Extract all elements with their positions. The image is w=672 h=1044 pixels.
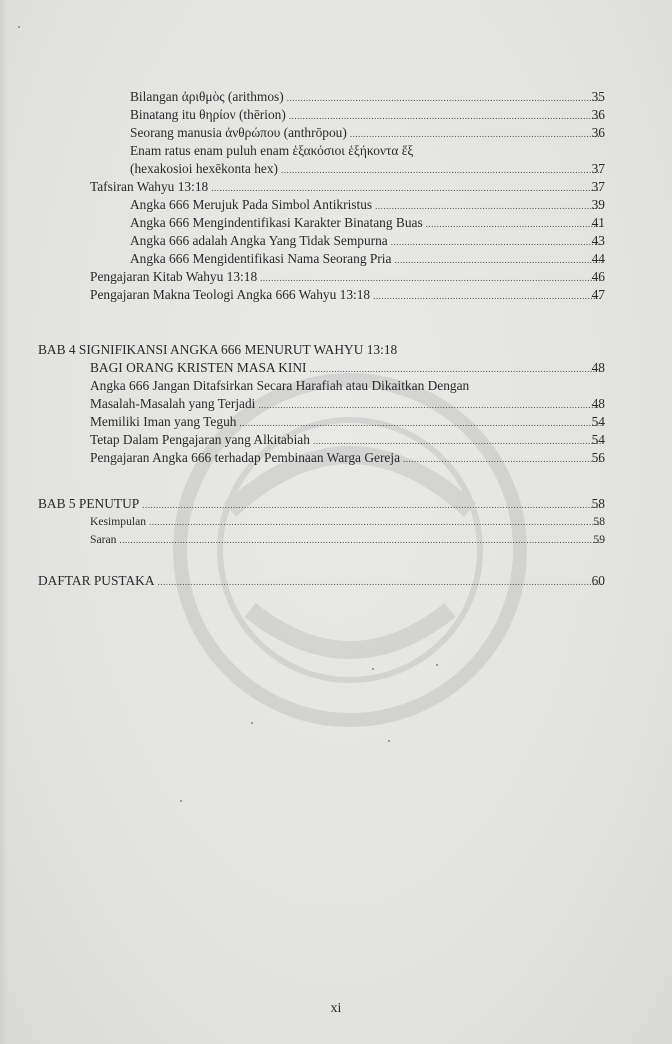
- toc-entry-title: Pengajaran Angka 666 terhadap Pembinaan Warga Gereja: [90, 450, 401, 465]
- toc-entry-title: Binatang itu θηρίον (thērion): [130, 107, 286, 122]
- toc-entry-page: 54: [591, 414, 605, 429]
- toc-entry-page: 59: [593, 533, 605, 546]
- toc-entry-page: 37: [591, 179, 605, 194]
- scan-edge-shadow: [0, 0, 8, 1044]
- toc-entry-page: 48: [591, 360, 605, 375]
- toc-entry-page: 58: [593, 515, 605, 528]
- toc-entry-title: Tetap Dalam Pengajaran yang Alkitabiah: [90, 432, 310, 447]
- toc-entry-page: 36: [591, 107, 605, 122]
- toc-leader-dots: [391, 234, 602, 250]
- toc-entry-title: Seorang manusia ἀνθρώπου (anthrōpou): [130, 125, 347, 140]
- toc-entry[interactable]: [90, 514, 605, 530]
- toc-leader-dots: [375, 198, 602, 214]
- toc-entry-title: Pengajaran Kitab Wahyu 13:18: [90, 269, 258, 284]
- toc-entry[interactable]: [90, 269, 605, 286]
- toc-entry[interactable]: [130, 251, 605, 268]
- toc-leader-dots: [142, 497, 602, 513]
- toc-entry-title: Tafsiran Wahyu 13:18: [90, 179, 209, 194]
- toc-entry[interactable]: [90, 287, 605, 304]
- toc-leader-dots: [281, 162, 602, 178]
- toc-entry-page: 46: [591, 269, 605, 284]
- toc-entry[interactable]: [90, 414, 605, 431]
- toc-leader-dots: [310, 361, 603, 377]
- toc-entry-title: Bilangan ἀριθμὸς (arithmos): [130, 89, 284, 104]
- toc-entry-page: 41: [591, 215, 605, 230]
- toc-entry-page: 43: [591, 233, 605, 248]
- toc-entry[interactable]: [130, 143, 605, 160]
- scan-speck: [251, 722, 253, 724]
- toc-entry[interactable]: [130, 125, 605, 142]
- scan-speck: [388, 740, 390, 742]
- toc-entry-page: 44: [591, 251, 605, 266]
- toc-leader-dots: [239, 415, 602, 431]
- toc-entry[interactable]: [90, 450, 605, 467]
- toc-leader-dots: [350, 126, 602, 142]
- toc-entry-page: 58: [591, 496, 605, 511]
- toc-leader-dots: [394, 252, 602, 268]
- toc-entry-title: Pengajaran Makna Teologi Angka 666 Wahyu 13:18: [90, 287, 371, 302]
- toc-entry[interactable]: [130, 233, 605, 250]
- toc-entry-page: 48: [591, 396, 605, 411]
- toc-entry[interactable]: [130, 161, 605, 178]
- toc-chapter-heading[interactable]: [38, 342, 605, 359]
- toc-entry[interactable]: [130, 89, 605, 106]
- toc-chapter-heading[interactable]: [38, 573, 605, 590]
- scan-speck: [372, 668, 374, 670]
- toc-entry-title: Angka 666 Mengidentifikasi Nama Seorang Pria: [130, 251, 392, 266]
- toc-leader-dots: [119, 532, 602, 548]
- toc-entry[interactable]: [90, 360, 605, 377]
- toc-leader-dots: [313, 433, 602, 449]
- toc-chapter-heading[interactable]: [38, 496, 605, 513]
- toc-leader-dots: [149, 514, 602, 530]
- toc-entry-page: 35: [591, 89, 605, 104]
- toc-leader-dots: [260, 270, 602, 286]
- toc-entry[interactable]: [130, 215, 605, 232]
- toc-entry-page: 60: [591, 573, 605, 588]
- toc-leader-dots: [158, 574, 602, 590]
- toc-entry-title: Angka 666 adalah Angka Yang Tidak Sempurna: [130, 233, 388, 248]
- toc-entry-title: Memiliki Iman yang Teguh: [90, 414, 237, 429]
- toc-entry-page: 54: [591, 432, 605, 447]
- toc-entry[interactable]: [90, 432, 605, 449]
- page-number: xi: [330, 1001, 342, 1016]
- toc-leader-dots: [373, 288, 602, 304]
- toc-entry-title: Enam ratus enam puluh enam ἑξακόσιοι ἑξήκοντα ἕξ: [130, 143, 414, 158]
- toc-entry-title: Kesimpulan: [90, 515, 147, 528]
- toc-leader-dots: [287, 90, 602, 106]
- scan-speck: [436, 664, 438, 666]
- toc-entry-title: Angka 666 Merujuk Pada Simbol Antikristus: [130, 197, 373, 212]
- toc-entry[interactable]: [90, 396, 605, 413]
- toc-leader-dots: [289, 108, 602, 124]
- toc-entry-title: (hexakosioi hexēkonta hex): [130, 161, 278, 176]
- toc-entry[interactable]: [90, 532, 605, 548]
- toc-entry[interactable]: [90, 378, 605, 395]
- toc-entry-title: BAB 4 SIGNIFIKANSI ANGKA 666 MENURUT WAHYU 13:18: [38, 342, 398, 357]
- toc-entry-title: DAFTAR PUSTAKA: [38, 573, 155, 588]
- toc-entry-title: BAGI ORANG KRISTEN MASA KINI: [90, 360, 307, 375]
- toc-entry[interactable]: [90, 179, 605, 196]
- toc-entry-page: 47: [591, 287, 605, 302]
- toc-entry-title: Saran: [90, 533, 117, 546]
- toc-entry-title: Masalah-Masalah yang Terjadi: [90, 396, 256, 411]
- toc-leader-dots: [403, 451, 602, 467]
- toc-entry-title: Angka 666 Mengindentifikasi Karakter Binatang Buas: [130, 215, 423, 230]
- toc-entry-page: 39: [591, 197, 605, 212]
- toc-entry-title: BAB 5 PENUTUP: [38, 496, 140, 511]
- scan-speck: [180, 800, 182, 802]
- toc-entry-page: 36: [591, 125, 605, 140]
- toc-entry[interactable]: [130, 107, 605, 124]
- toc-entry-page: 56: [591, 450, 605, 465]
- toc-leader-dots: [426, 216, 602, 232]
- scan-speck: [18, 26, 20, 28]
- toc-entry-title: Angka 666 Jangan Ditafsirkan Secara Harafiah atau Dikaitkan Dengan: [90, 378, 470, 393]
- toc-leader-dots: [258, 397, 602, 413]
- toc-leader-dots: [211, 180, 602, 196]
- toc-entry[interactable]: [130, 197, 605, 214]
- toc-entry-page: 37: [591, 161, 605, 176]
